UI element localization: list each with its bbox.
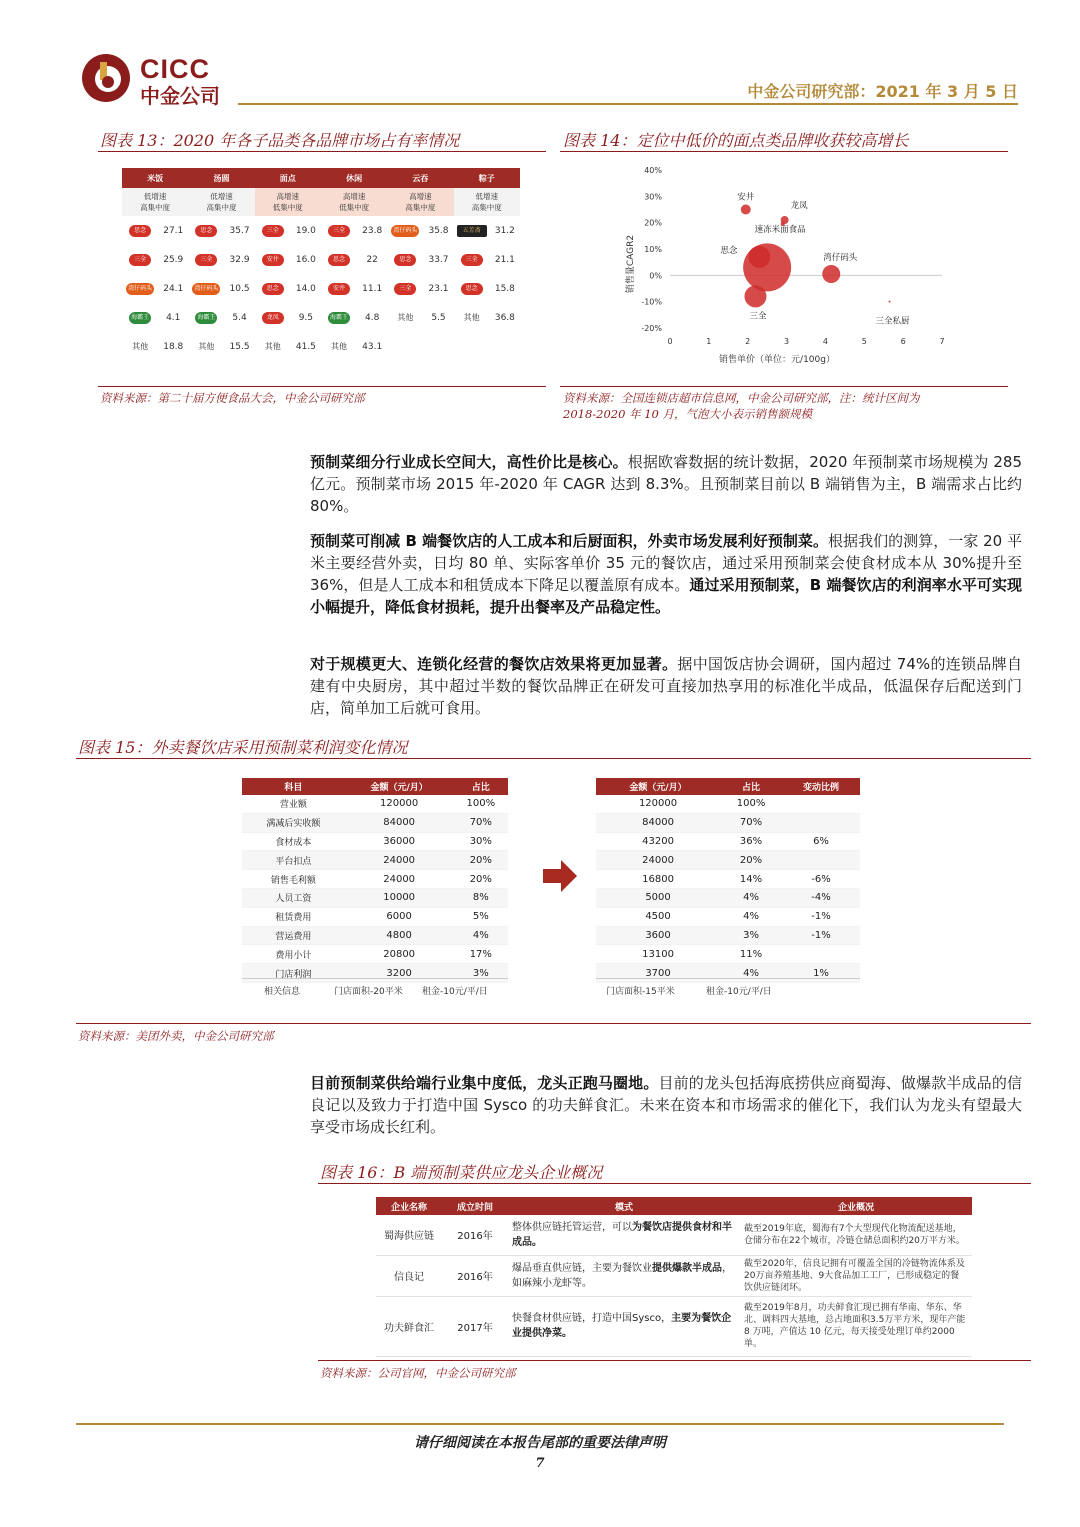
fig13-share-value: 15.8 xyxy=(494,283,515,294)
fig13-brand-cell xyxy=(255,332,291,361)
fig14-bubble-label: 三全 xyxy=(749,311,767,322)
fig13-brand-cell xyxy=(321,303,357,332)
fig15-right-info-rent: 租金-10元/平/日 xyxy=(706,987,772,997)
fig13-share-value: 10.5 xyxy=(229,283,250,294)
fig15-left-table xyxy=(242,778,508,983)
fig15-right-info-area: 门店面积-15平米 xyxy=(606,987,675,997)
fig13-title: 图表 13：2020 年各子品类各品牌市场占有率情况 xyxy=(100,131,460,150)
fig14-bubble-label: 安井 xyxy=(737,192,755,203)
paragraph-4-body: 目前的龙头包括海底捞供应商蜀海、做爆款半成品的信良记以及致力于打造中国 Sysco 的功夫鲜食汇。未来在资本和市场需求的催化下，我们认为龙头有望最大享受市场成长红利。 xyxy=(310,1074,1022,1136)
fig15-right-cell: 24000 xyxy=(596,851,720,870)
fig14-x-tick: 7 xyxy=(939,337,945,346)
fig13-market-share-table xyxy=(122,168,520,361)
fig13-share-value: 4.1 xyxy=(166,312,181,323)
fig13-growth-label: 低增速 高集中度 xyxy=(188,188,254,216)
fig16-row xyxy=(376,1255,972,1296)
fig13-brand-cell xyxy=(387,274,423,303)
fig15-left-cell: 费用小计 xyxy=(242,945,345,964)
fig13-growth-label: 高增速 低集中度 xyxy=(255,188,321,216)
brand-logo-icon: 思念 xyxy=(394,254,416,266)
logo-text-cn: 中金公司 xyxy=(140,84,220,108)
fig13-share-value: 4.8 xyxy=(365,312,380,323)
fig13-brand-cell xyxy=(454,216,490,245)
fig15-left-cell: 4% xyxy=(454,926,508,945)
fig16-header: 成立时间 xyxy=(442,1197,508,1215)
fig14-bubble xyxy=(889,301,891,303)
fig16-bottom-rule xyxy=(318,1360,1031,1361)
fig13-brand-cell xyxy=(454,332,490,361)
fig15-left-cell: 营运费用 xyxy=(242,926,345,945)
fig16-business-model xyxy=(508,1215,740,1255)
paragraph-2-body: 根据我们的测算，一家 20 平米主要经营外卖，日均 80 单、实际客单价 35 元的餐饮店，通过采用预制菜会使食材成本从 30%提升至 36%，但是人工成本和租赁成本下降足以覆盖原有成本。 xyxy=(310,532,1023,594)
fig13-brand-cell xyxy=(387,245,423,274)
fig13-share-value: 33.7 xyxy=(428,254,449,265)
fig15-left-row xyxy=(242,945,508,964)
fig13-brand-cell xyxy=(122,245,158,274)
fig13-brand-cell xyxy=(321,274,357,303)
header-dept-date: 中金公司研究部：2021 年 3 月 5 日 xyxy=(747,82,1018,101)
fig16-business-model xyxy=(508,1296,740,1356)
fig16-overview: 截至2019年底，蜀海有7个大型现代化物流配送基地，仓储分布在22个城市，冷链仓储总面积约20万平方米。 xyxy=(740,1215,972,1255)
fig15-left-header: 占比 xyxy=(454,778,508,795)
fig13-share-value: 31.2 xyxy=(494,225,515,236)
fig15-right-cell: -4% xyxy=(782,888,860,907)
fig15-left-cell: 3% xyxy=(454,964,508,983)
fig14-x-tick: 3 xyxy=(784,337,790,346)
fig13-brand-cell xyxy=(255,303,291,332)
fig13-brand-cell xyxy=(387,332,423,361)
fig14-title-rule xyxy=(560,151,1008,152)
fig15-left-cell: 30% xyxy=(454,832,508,851)
fig15-right-cell: 36% xyxy=(720,832,782,851)
fig15-right-cell: 100% xyxy=(720,795,782,813)
fig15-right-row xyxy=(596,795,860,813)
fig14-bottom-rule xyxy=(560,386,1008,387)
paragraph-4-lead: 目前预制菜供给端行业集中度低，龙头正跑马圈地。 xyxy=(310,1074,659,1092)
fig13-share-value: 15.5 xyxy=(229,341,250,352)
fig15-right-row xyxy=(596,888,860,907)
fig14-x-axis-label: 销售单价（单位：元/100g） xyxy=(719,355,835,365)
fig15-right-row xyxy=(596,945,860,964)
fig15-source: 资料来源：美团外卖，中金公司研究部 xyxy=(78,1029,274,1043)
fig16-company-name: 蜀海供应链 xyxy=(376,1215,442,1255)
fig14-y-tick: 40% xyxy=(644,166,662,175)
fig16-header: 模式 xyxy=(508,1197,740,1215)
fig13-share-value: 14.0 xyxy=(295,283,316,294)
fig15-bottom-rule xyxy=(76,1023,1031,1024)
fig13-brand-name: 其他 xyxy=(463,313,480,322)
brand-logo-icon: 三全 xyxy=(262,225,284,237)
fig15-right-cell: 16800 xyxy=(596,870,720,889)
fig15-right-cell: 11% xyxy=(720,945,782,964)
brand-logo-icon: 龙凤 xyxy=(262,312,284,324)
fig13-share-value: 9.5 xyxy=(298,312,314,323)
fig15-right-cell: 70% xyxy=(720,813,782,832)
fig13-share-value: 19.0 xyxy=(295,225,316,236)
fig13-growth-label: 低增速 高集中度 xyxy=(454,188,520,216)
fig13-brand-cell xyxy=(255,245,291,274)
brand-logo-icon: 思念 xyxy=(461,283,483,295)
fig14-y-tick: 20% xyxy=(644,218,662,228)
fig15-left-cell: 8% xyxy=(454,888,508,907)
fig15-right-cell xyxy=(782,851,860,870)
fig15-right-cell: 4% xyxy=(720,907,782,926)
fig16-source: 资料来源：公司官网，中金公司研究部 xyxy=(320,1366,516,1380)
fig13-share-value: 5.5 xyxy=(431,312,446,323)
fig15-left-info-label: 相关信息 xyxy=(264,987,301,997)
fig15-left-cell: 3200 xyxy=(345,964,454,983)
fig15-left-cell: 6000 xyxy=(345,907,454,926)
fig13-brand-cell xyxy=(188,216,224,245)
fig15-left-cell: 84000 xyxy=(345,813,454,832)
fig13-share-value: 32.9 xyxy=(229,254,250,265)
fig13-brand-cell xyxy=(122,332,158,361)
fig13-brand-cell xyxy=(387,216,423,245)
fig15-right-cell xyxy=(782,945,860,964)
fig15-left-cell: 24000 xyxy=(345,851,454,870)
fig15-right-cell: 4500 xyxy=(596,907,720,926)
fig14-y-axis-label: 销售量CAGR2 xyxy=(626,234,636,294)
brand-logo-icon: 安井 xyxy=(328,283,350,295)
fig13-brand-cell xyxy=(321,245,357,274)
fig15-right-cell: 13100 xyxy=(596,945,720,964)
fig15-left-row xyxy=(242,907,508,926)
fig16-header: 企业名称 xyxy=(376,1197,442,1215)
fig13-growth-label: 高增速 低集中度 xyxy=(321,188,387,216)
fig14-x-tick: 1 xyxy=(706,337,712,346)
fig15-left-cell: 4800 xyxy=(345,926,454,945)
fig15-right-cell: 4% xyxy=(720,888,782,907)
fig15-right-cell: 1% xyxy=(782,964,860,983)
fig13-share-value: 43.1 xyxy=(362,341,383,352)
paragraph-1-body: 根据欧睿数据的统计数据，2020 年预制菜市场规模为 285 亿元。预制菜市场 2015 年-2020 年 CAGR 达到 8.3%。且预制菜目前以 B 端销售为主，B 端需求占比约 80%。 xyxy=(310,453,1022,515)
fig15-left-cell: 100% xyxy=(454,795,508,813)
brand-logo-icon: 思念 xyxy=(129,225,151,237)
brand-logo-icon: 思念 xyxy=(328,254,350,266)
fig13-brand-cell xyxy=(454,245,490,274)
fig16-company-name: 功夫鲜食汇 xyxy=(376,1296,442,1356)
fig14-bubble-label: 三全私厨 xyxy=(875,316,910,327)
fig15-left-info-area: 门店面积-20平米 xyxy=(334,987,403,997)
fig13-share-value: 22 xyxy=(366,254,378,265)
logo-text-en: CICC xyxy=(140,54,210,84)
fig13-brand-cell xyxy=(454,303,490,332)
fig15-left-cell: 平台扣点 xyxy=(242,851,345,870)
fig15-right-cell: 43200 xyxy=(596,832,720,851)
fig14-y-tick: 10% xyxy=(644,245,662,254)
fig15-left-cell: 20% xyxy=(454,870,508,889)
fig13-brand-name: 其他 xyxy=(132,342,149,351)
fig13-brand-cell xyxy=(387,303,423,332)
fig16-row xyxy=(376,1215,972,1255)
paragraph-2-lead: 预制菜可削减 B 端餐饮店的人工成本和后厨面积，外卖市场发展利好预制菜。 xyxy=(310,532,828,550)
fig15-left-row xyxy=(242,832,508,851)
fig14-y-tick: 0% xyxy=(649,271,662,281)
fig13-growth-label: 高增速 高集中度 xyxy=(387,188,453,216)
brand-logo-icon: 三全 xyxy=(195,254,217,266)
fig16-model-text: 整体供应链托管运营，可以 xyxy=(512,1221,632,1233)
fig13-share-value: 35.7 xyxy=(229,225,250,236)
paragraph-1 xyxy=(310,451,1022,517)
fig15-right-cell: 14% xyxy=(720,870,782,889)
fig15-title-rule xyxy=(76,758,1031,759)
fig16-business-model xyxy=(508,1255,740,1296)
fig13-share-value xyxy=(423,332,453,361)
fig14-bubble xyxy=(741,205,751,215)
fig15-right-row xyxy=(596,926,860,945)
fig15-left-cell: 17% xyxy=(454,945,508,964)
fig14-title: 图表 14：定位中低价的面点类品牌收获较高增长 xyxy=(563,131,909,150)
fig16-model-highlight: 提供爆款半成品 xyxy=(652,1262,722,1274)
cicc-logo-icon xyxy=(80,52,132,104)
fig13-share-value: 5.4 xyxy=(232,312,247,323)
fig16-model-tail: ，如麻辣小龙虾等。 xyxy=(512,1262,732,1289)
fig13-category-header: 休闲 xyxy=(321,168,387,188)
fig15-left-cell: 食材成本 xyxy=(242,832,345,851)
fig13-category-header: 云吞 xyxy=(387,168,453,188)
fig15-right-info xyxy=(596,978,860,1001)
fig15-right-cell: 6% xyxy=(782,832,860,851)
fig16-model-highlight: 主要为餐饮企业提供净菜。 xyxy=(512,1313,732,1339)
fig13-share-value: 27.1 xyxy=(163,225,184,236)
fig15-left-cell: 36000 xyxy=(345,832,454,851)
fig14-x-tick: 4 xyxy=(822,337,828,346)
fig15-left-cell: 10000 xyxy=(345,888,454,907)
paragraph-3 xyxy=(310,653,1022,719)
fig13-category-header: 粽子 xyxy=(454,168,520,188)
fig16-title-rule xyxy=(318,1183,1031,1184)
fig13-brand-cell xyxy=(188,245,224,274)
fig15-left-header: 科目 xyxy=(242,778,345,795)
fig13-share-value: 11.1 xyxy=(362,283,383,294)
fig15-left-info xyxy=(242,978,508,1001)
fig15-right-cell: 3700 xyxy=(596,964,720,983)
fig13-category-header: 面点 xyxy=(255,168,321,188)
fig13-share-value: 18.8 xyxy=(163,341,184,352)
fig14-bubble xyxy=(822,265,840,283)
fig13-brand-cell xyxy=(321,216,357,245)
fig13-bottom-rule xyxy=(98,386,546,387)
fig15-right-header: 占比 xyxy=(720,778,782,795)
brand-logo-icon: 安井 xyxy=(262,254,284,266)
fig15-left-cell: 销售毛利额 xyxy=(242,870,345,889)
fig15-left-row xyxy=(242,795,508,813)
fig13-brand-name: 其他 xyxy=(264,342,281,351)
brand-logo-icon: 海霸王 xyxy=(195,312,217,324)
fig15-right-row xyxy=(596,907,860,926)
fig15-right-cell: 120000 xyxy=(596,795,720,813)
fig15-right-row xyxy=(596,813,860,832)
brand-logo-icon: 三全 xyxy=(461,254,483,266)
right-arrow-icon xyxy=(543,860,579,892)
fig15-left-cell: 120000 xyxy=(345,795,454,813)
fig15-left-row xyxy=(242,851,508,870)
fig15-left-row xyxy=(242,926,508,945)
fig13-brand-cell xyxy=(188,332,224,361)
fig16-company-name: 信良记 xyxy=(376,1255,442,1296)
fig16-company-table xyxy=(376,1197,972,1357)
paragraph-1-lead: 预制菜细分行业成长空间大，高性价比是核心。 xyxy=(310,453,628,471)
paragraph-2-conclusion: 通过采用预制菜，B 端餐饮店的利润率水平可实现小幅提升，降低食材损耗，提升出餐率及产品稳定性。 xyxy=(310,576,1022,616)
fig13-category-header: 汤圆 xyxy=(188,168,254,188)
fig13-share-value: 24.1 xyxy=(163,283,184,294)
fig14-bubble-label: 思念 xyxy=(720,245,738,256)
fig15-right-cell: 3600 xyxy=(596,926,720,945)
fig13-brand-cell xyxy=(188,303,224,332)
fig13-brand-cell xyxy=(454,274,490,303)
brand-logo-icon: 海霸王 xyxy=(328,312,350,324)
fig15-left-row xyxy=(242,870,508,889)
fig16-founded-year: 2016年 xyxy=(442,1215,508,1255)
fig15-right-header: 金额（元/月） xyxy=(596,778,720,795)
fig14-x-tick: 2 xyxy=(745,337,751,346)
fig15-right-table xyxy=(596,778,860,983)
fig15-right-cell: 84000 xyxy=(596,813,720,832)
brand-logo-icon: 思念 xyxy=(195,225,217,237)
fig15-right-row xyxy=(596,851,860,870)
fig15-right-cell: 20% xyxy=(720,851,782,870)
fig15-left-cell: 20800 xyxy=(345,945,454,964)
fig16-model-text: 爆品垂直供应链，主要为餐饮业 xyxy=(512,1262,652,1274)
fig15-right-row xyxy=(596,832,860,851)
fig15-right-cell xyxy=(782,813,860,832)
fig13-row xyxy=(122,332,520,361)
fig13-brand-cell xyxy=(122,303,158,332)
fig13-brand-name: 其他 xyxy=(397,313,414,322)
fig15-left-cell: 人员工资 xyxy=(242,888,345,907)
fig13-growth-label: 低增速 高集中度 xyxy=(122,188,188,216)
fig13-brand-name: 其他 xyxy=(198,342,215,351)
fig13-row xyxy=(122,274,520,303)
fig16-row xyxy=(376,1296,972,1356)
fig13-category-header: 米饭 xyxy=(122,168,188,188)
fig16-model-text: 快餐食材供应链，打造中国Sysco， xyxy=(512,1313,672,1324)
fig15-right-cell: -1% xyxy=(782,907,860,926)
page-number: 7 xyxy=(535,1456,545,1471)
fig15-left-cell: 20% xyxy=(454,851,508,870)
fig14-bubble-chart xyxy=(605,158,965,370)
fig15-left-cell: 租赁费用 xyxy=(242,907,345,926)
fig16-model-highlight: 为餐饮店提供食材和半成品。 xyxy=(512,1221,732,1248)
fig13-row xyxy=(122,245,520,274)
fig16-founded-year: 2016年 xyxy=(442,1255,508,1296)
footer-legal-notice: 请仔细阅读在本报告尾部的重要法律声明 xyxy=(414,1435,666,1451)
brand-logo-icon: 三全 xyxy=(394,283,416,295)
fig13-share-value: 36.8 xyxy=(494,312,515,323)
fig13-brand-cell xyxy=(255,216,291,245)
fig16-founded-year: 2017年 xyxy=(442,1296,508,1356)
fig13-brand-name: 其他 xyxy=(331,342,348,351)
brand-logo-icon: 五芳斋 xyxy=(457,225,487,237)
fig14-y-tick: -20% xyxy=(641,324,662,333)
fig15-left-cell: 24000 xyxy=(345,870,454,889)
brand-logo-icon: 海霸王 xyxy=(129,312,151,324)
fig14-bubble-label: 湾仔码头 xyxy=(823,253,858,264)
fig13-share-value: 23.1 xyxy=(428,283,449,294)
brand-logo-icon: 思念 xyxy=(262,283,284,295)
fig13-source: 资料来源：第二十届方便食品大会，中金公司研究部 xyxy=(100,391,365,405)
fig15-right-header: 变动比例 xyxy=(782,778,860,795)
fig14-x-tick: 5 xyxy=(861,337,867,346)
fig15-right-cell: 5000 xyxy=(596,888,720,907)
fig13-brand-cell xyxy=(321,332,357,361)
fig13-row xyxy=(122,303,520,332)
fig15-left-cell: 5% xyxy=(454,907,508,926)
brand-logo-icon: 三全 xyxy=(328,225,350,237)
fig16-header: 企业概况 xyxy=(740,1197,972,1215)
header-divider xyxy=(238,103,1018,105)
fig14-y-tick: -10% xyxy=(641,297,662,307)
fig13-share-value: 21.1 xyxy=(494,254,515,265)
fig15-left-row xyxy=(242,888,508,907)
brand-logo-icon: 湾仔码头 xyxy=(126,283,154,295)
paragraph-4 xyxy=(310,1072,1022,1138)
fig14-y-tick: 30% xyxy=(644,192,662,202)
fig14-bubble-label: 速冻米面食品 xyxy=(754,224,806,235)
fig15-right-cell: 4% xyxy=(720,964,782,983)
fig13-share-value: 16.0 xyxy=(295,254,316,265)
fig14-bubble-label: 龙凤 xyxy=(790,201,808,212)
fig15-left-row xyxy=(242,813,508,832)
fig16-overview: 截至2019年8月，功夫鲜食汇现已拥有华南、华东、华北、调料四大基地，总占地面积3.5万平方米，现年产能 8 万吨，产值达 10 亿元，每天接受处理订单约2000单。 xyxy=(740,1296,972,1356)
fig15-left-header: 金额（元/月） xyxy=(345,778,454,795)
fig14-x-tick: 6 xyxy=(900,337,906,346)
fig13-brand-cell xyxy=(188,274,224,303)
fig15-left-cell: 70% xyxy=(454,813,508,832)
fig13-row xyxy=(122,216,520,245)
fig13-brand-cell xyxy=(122,274,158,303)
fig13-title-rule xyxy=(98,151,546,152)
fig14-x-tick: 0 xyxy=(667,337,673,346)
fig15-left-info-rent: 租金-10元/平/日 xyxy=(422,987,488,997)
fig16-overview: 截至2020年，信良记拥有可覆盖全国的冷链物流体系及20万亩养殖基地、9大食品加工工厂，已形成稳定的餐饮供应链闭环。 xyxy=(740,1255,972,1296)
fig15-right-row xyxy=(596,870,860,889)
fig16-title: 图表 16：B 端预制菜供应龙头企业概况 xyxy=(320,1163,603,1182)
fig13-brand-cell xyxy=(255,274,291,303)
footer-divider xyxy=(76,1423,1004,1425)
fig13-share-value: 23.8 xyxy=(362,225,383,236)
fig13-share-value: 35.8 xyxy=(428,225,449,236)
fig15-title: 图表 15：外卖餐饮店采用预制菜利润变化情况 xyxy=(78,738,408,757)
fig15-right-cell xyxy=(782,795,860,813)
fig13-share-value: 41.5 xyxy=(295,341,316,352)
paragraph-2 xyxy=(310,530,1022,618)
fig14-bubble xyxy=(744,285,766,307)
paragraph-3-lead: 对于规模更大、连锁化经营的餐饮店效果将更加显著。 xyxy=(310,655,678,673)
fig13-share-value: 25.9 xyxy=(163,254,184,265)
fig15-left-cell: 营业额 xyxy=(242,795,345,813)
fig13-brand-cell xyxy=(122,216,158,245)
fig15-left-cell: 满减后实收额 xyxy=(242,813,345,832)
paragraph-3-body: 据中国饭店协会调研，国内超过 74%的连锁品牌自建有中央厨房，其中超过半数的餐饮品牌正在研发可直接加热享用的标准化半成品，低温保存后配送到门店，简单加工后就可食用。 xyxy=(310,655,1022,717)
fig15-right-cell: -1% xyxy=(782,926,860,945)
fig15-right-cell: 3% xyxy=(720,926,782,945)
fig13-share-value xyxy=(490,332,520,361)
brand-logo-icon: 湾仔码头 xyxy=(192,283,220,295)
fig15-right-cell: -6% xyxy=(782,870,860,889)
brand-logo-icon: 湾仔码头 xyxy=(391,225,419,237)
fig14-source-line2: 2018-2020 年 10 月，气泡大小表示销售额规模 xyxy=(563,407,813,421)
brand-logo-icon: 三全 xyxy=(129,254,151,266)
fig15-left-cell: 门店利润 xyxy=(242,964,345,983)
fig14-bubble xyxy=(743,243,791,291)
fig14-source-line1: 资料来源：全国连锁店超市信息网，中金公司研究部，注：统计区间为 xyxy=(563,391,920,405)
